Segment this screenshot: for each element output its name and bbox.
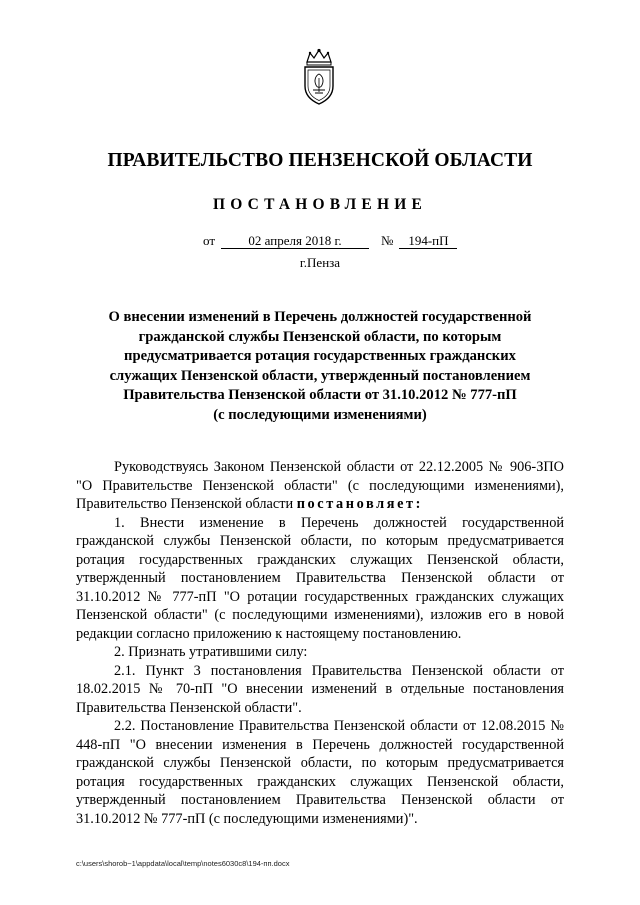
intro-paragraph: [76, 458, 564, 514]
decree-word: постановляет:: [296, 496, 424, 512]
document-type: ПОСТАНОВЛЕНИЕ: [212, 196, 428, 213]
date-number-line: [203, 233, 457, 249]
item-2-1: 2.1. Пункт 3 постановления Правительства Пензенской области от 18.02.2015 № 70-пП "О внесении изменений в отдельные постановления Правительства Пензенской области".: [76, 662, 564, 716]
file-path-footer: c:\users\shorob~1\appdata\local\temp\notes6030c8\194-пп.docx: [76, 859, 290, 868]
heading-line: служащих Пензенской области, утвержденный постановлением: [109, 367, 531, 384]
heading-line: О внесении изменений в Перечень должностей государственной: [108, 309, 532, 325]
document-heading: [80, 308, 560, 426]
date-prefix: от: [203, 233, 216, 248]
item-2-2: 2.2. Постановление Правительства Пензенской области от 12.08.2015 № 448-пП "О внесении изменения в Перечень должностей государственной гражданской службы Пензенской области, по которым предусматривается ротация государственных гражданских служащих Пензенской области, утвержденный постановлением Правительства Пензенской области от 31.10.2012 № 777-пП (с последующими изменениями)".: [76, 718, 564, 827]
document-body: [76, 458, 564, 828]
item-2: 2. Признать утратившими силу:: [114, 644, 308, 660]
heading-line: (с последующими изменениями): [213, 406, 427, 423]
heading-line: гражданской службы Пензенской области, по которым: [138, 328, 502, 345]
organization-title: ПРАВИТЕЛЬСТВО ПЕНЗЕНСКОЙ ОБЛАСТИ: [107, 150, 533, 171]
heading-line: предусматривается ротация государственных гражданских: [124, 348, 516, 365]
item-1: 1. Внести изменение в Перечень должностей государственной гражданской службы Пензенской области, по которым предусматривается ротация государственных гражданских служащих Пензенской области, утвержденный постановлением Правительства Пензенской области от 31.10.2012 № 777-пП "О ротации государственных гражданских служащих Пензенской области" (с последующими изменениями), изложив его в новой редакции согласно приложению к настоящему постановлению.: [76, 514, 564, 642]
coat-of-arms-emblem-icon: [298, 48, 340, 106]
date-value: 02 апреля 2018 г.: [221, 234, 369, 249]
number-prefix: №: [381, 233, 394, 248]
heading-line: Правительства Пензенской области от 31.10.2012 № 777-пП: [123, 387, 517, 404]
city: г.Пенза: [299, 255, 341, 270]
document-number: 194-пП: [399, 234, 457, 249]
intro-text: Руководствуясь Законом Пензенской области от 22.12.2005 № 906-ЗПО "О Правительстве Пензенской области" (с последующими изменениями), Правительство Пензенской области: [76, 459, 564, 512]
